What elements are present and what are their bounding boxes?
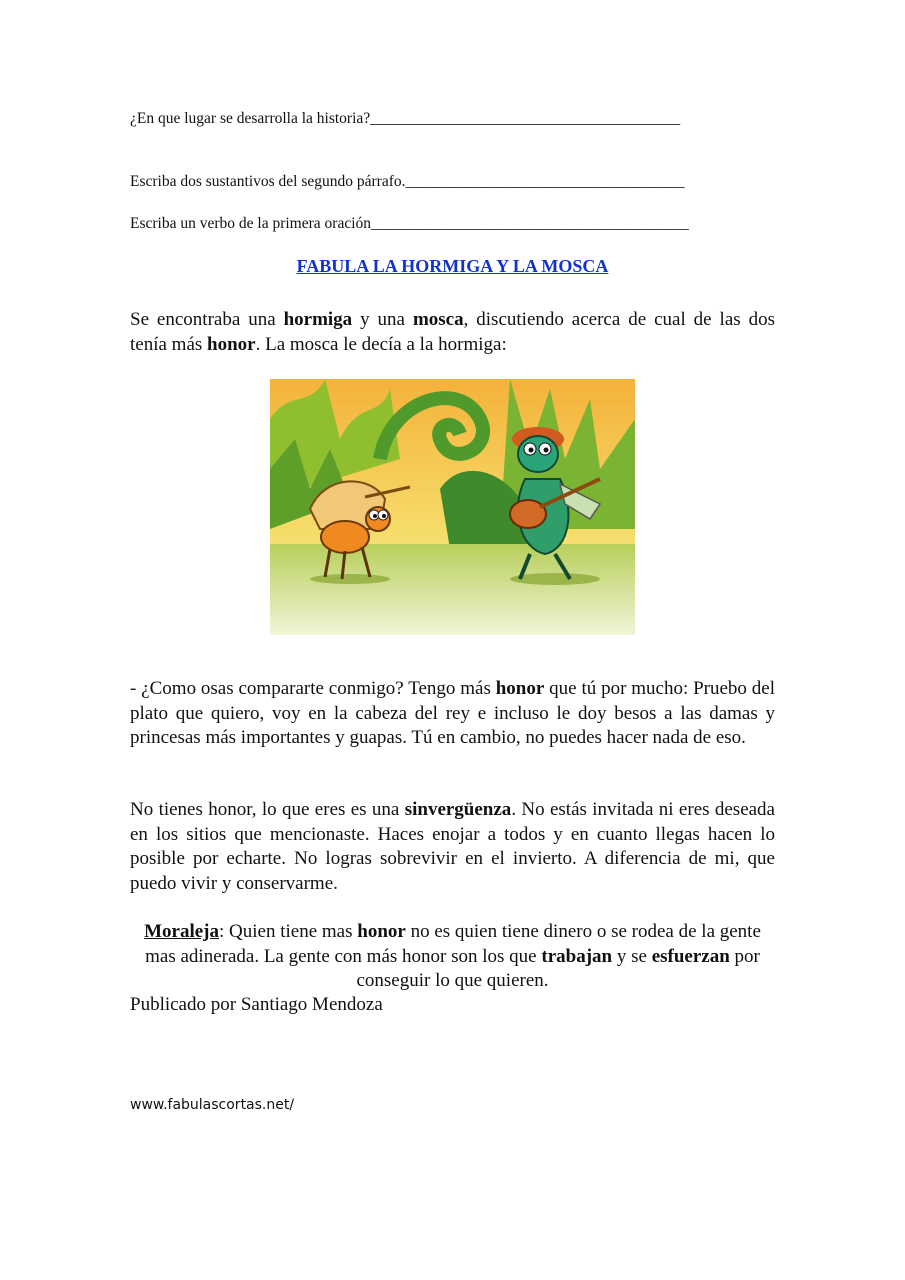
question-nouns: Escriba dos sustantivos del segundo párrafo.____________________________________ bbox=[130, 173, 685, 190]
moral-paragraph: Moraleja: Quien tiene mas honor no es quien tiene dinero o se rodea de la gente mas adinerada. La gente con más honor son los que trabajan y se esfuerzan por conseguir lo que quieren. bbox=[144, 921, 761, 991]
question-location: ¿En que lugar se desarrolla la historia?________________________________________ bbox=[130, 110, 681, 127]
website-url[interactable]: www.fabulascortas.net/ bbox=[130, 1097, 295, 1113]
paragraph-ant-reply: No tienes honor, lo que eres es una sinvergüenza. No estás invitada ni eres deseada en los sitios que mencionaste. Haces enojar a todos y en cuanto llegas hacen lo posible por echarte. No logras sobrevivir en el invierto. A diferencia de mi, que puedo vivir y conservarme. bbox=[130, 799, 775, 894]
paragraph-fly-speech: - ¿Como osas compararte conmigo? Tengo más honor que tú por mucho: Pruebo del plato que quiero, voy en la cabeza del rey e incluso le doy besos a las damas y princesas más importantes y guapas. Tú en cambio, no puedes hacer nada de eso. bbox=[130, 678, 775, 748]
fable-title[interactable]: FABULA LA HORMIGA Y LA MOSCA bbox=[296, 256, 609, 276]
paragraph-intro: Se encontraba una hormiga y una mosca, discutiendo acerca de cual de las dos tenía más honor. La mosca le decía a la hormiga: bbox=[130, 309, 775, 355]
fable-illustration bbox=[270, 379, 635, 635]
moral-label: Moraleja bbox=[144, 921, 219, 942]
question-verb: Escriba un verbo de la primera oración_________________________________________ bbox=[130, 215, 689, 232]
published-by: Publicado por Santiago Mendoza bbox=[130, 994, 383, 1015]
